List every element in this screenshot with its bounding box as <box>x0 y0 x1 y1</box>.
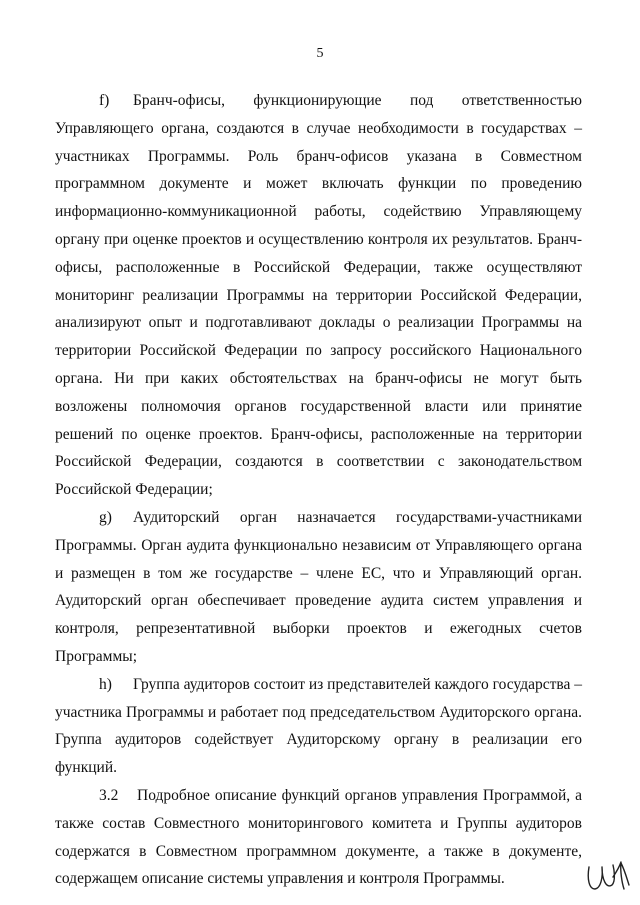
list-marker: g) <box>99 508 112 526</box>
handwritten-initials <box>583 855 633 897</box>
paragraph-text: Подробное описание функций органов управления Программой, а также состав Совместного мониторингового комитета и Группы аудиторов содержатся в Совместном программном документе, а также в документе, содержащем описание системы управления и контроля Программы. <box>55 786 582 888</box>
list-marker: f) <box>99 92 110 109</box>
document-body <box>55 87 582 893</box>
paragraph-text: Аудиторский орган назначается государствами-участниками Программы. Орган аудита функционально независим от Управляющего органа и размещен в том же государстве – члене ЕС, что и Управляющий орган. Аудиторский орган обеспечивает проведение аудита систем управления и контроля, репрезентативной выборки проектов и ежегодных счетов Программы; <box>55 508 582 665</box>
page-number: 5 <box>316 46 324 61</box>
section-number: 3.2 <box>99 786 119 804</box>
paragraph-text: Бранч-офисы, функционирующие под ответственностью Управляющего органа, создаются в случае необходимости в государствах – участниках Программы. Роль бранч-офисов указана в Совместном программном документе и может включать функции по проведению информационно-коммуникационной работы, содействию Управляющему органу при оценке проектов и осуществлению контроля их результатов. Бранч-офисы, расположенные в Российской Федерации, также осуществляют мониторинг реализации Программы на территории Российской Федерации, анализируют опыт и подготавливают доклады о реализации Программы на территории Российской Федерации по запросу российского Национального органа. Ни при каких обстоятельствах на бранч-офисы не могут быть возложены полномочия органов государственной власти или принятие решений по оценке проектов. Бранч-офисы, расположенные на территории Российской Федерации, создаются в соответствии с законодательством Российской Федерации; <box>55 92 582 499</box>
paragraph-text: Группа аудиторов состоит из представителей каждого государства – участника Программы и работает под председательством Аудиторского органа. Группа аудиторов содействует Аудиторскому органу в реализации его функций. <box>55 675 582 777</box>
paragraph-f <box>55 87 582 504</box>
paragraph-g <box>55 504 582 671</box>
paragraph-h <box>55 671 582 782</box>
paragraph-3-2 <box>55 782 582 893</box>
list-marker: h) <box>99 675 112 693</box>
